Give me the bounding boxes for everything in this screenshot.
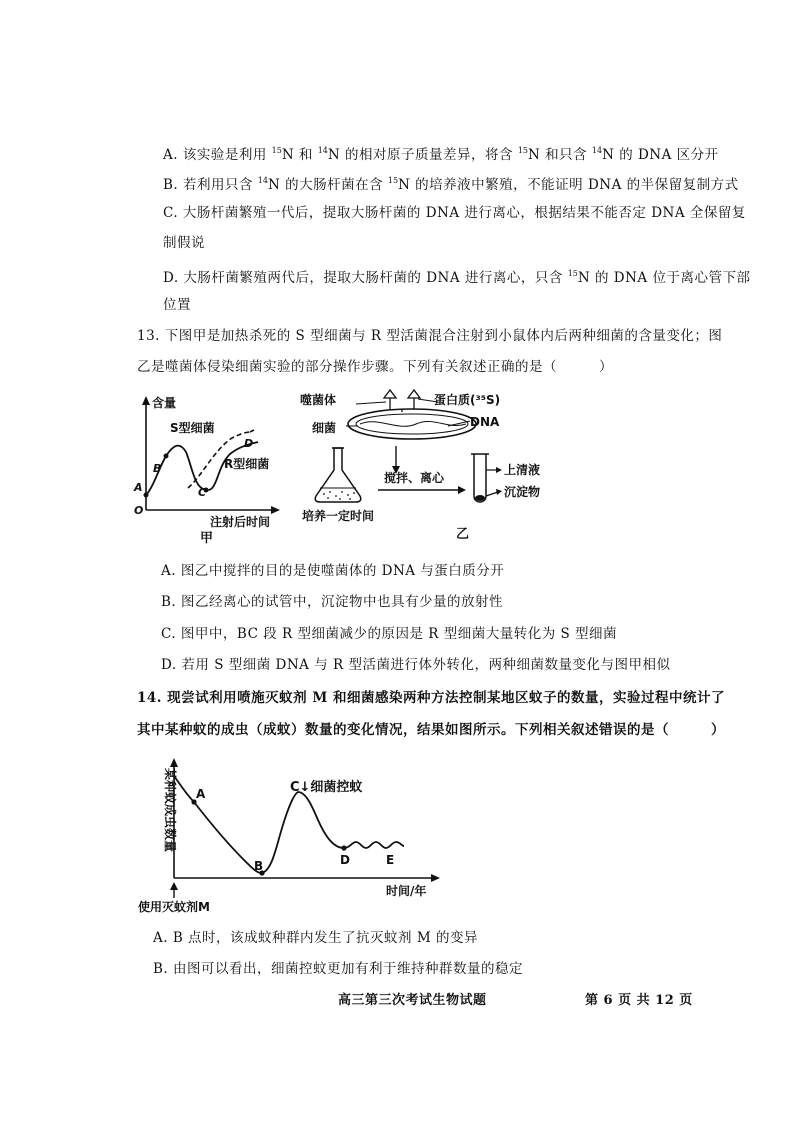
q13-stem-line1: 13. 下图甲是加热杀死的 S 型细菌与 R 型活菌混合注射到小鼠体内后两种细菌的含量变化；图 — [137, 328, 723, 344]
culture-label: 培养一定时间 — [302, 509, 375, 523]
q14-point-b: B — [254, 859, 264, 873]
axis-xlabel: 注射后时间 — [210, 515, 271, 529]
phage-label: 噬菌体 — [300, 393, 337, 407]
q13-option-c: C. 图甲中，BC 段 R 型细菌减少的原因是 R 型细菌大量转化为 S 型细菌 — [161, 626, 618, 642]
point-a: A — [134, 481, 143, 494]
q13-stem-line2: 乙是噬菌体侵染细菌实验的部分操作步骤。下列有关叙述正确的是（ ） — [137, 359, 613, 375]
q14-ylabel: 某种蚊成虫数量 — [163, 768, 177, 853]
q14-c-label: C↓细菌控蚊 — [290, 780, 363, 795]
q14-option-a: A. B 点时，该成蚊种群内发生了抗灭蚊剂 M 的变异 — [153, 930, 478, 946]
q12-option-c-line1: C. 大肠杆菌繁殖一代后，提取大肠杆菌的 DNA 进行离心，根据结果不能否定 DNA 全保留复 — [163, 205, 746, 221]
footer-page-number: 第 6 页 共 12 页 — [585, 993, 693, 1008]
q14-option-b: B. 由图可以看出，细菌控蚊更加有利于维持种群数量的稳定 — [153, 961, 524, 977]
q14-point-d: D — [340, 853, 350, 867]
s-bacteria-label: S型细菌 — [170, 421, 215, 435]
q12-option-a: A. 该实验是利用 $^{15}$N 和 $^{14}$N 的相对原子质量差异，将含 $^{15}$N 和只含 $^{14}$N 的 DNA 区分开 — [163, 146, 719, 163]
q14-point-e: E — [386, 853, 395, 867]
q13-option-b: B. 图乙经离心的试管中，沉淀物中也具有少量的放射性 — [161, 594, 504, 610]
q12-option-d-line2: 位置 — [163, 297, 191, 313]
origin-label: O — [134, 504, 144, 517]
step-label: 搅拌、离心 — [384, 471, 445, 485]
point-c: C — [198, 486, 207, 499]
q13-option-a: A. 图乙中搅拌的目的是使噬菌体的 DNA 与蛋白质分开 — [161, 563, 505, 579]
figure-jia — [128, 390, 288, 550]
r-bacteria-label: R型细菌 — [224, 457, 270, 471]
dna-label: DNA — [470, 415, 500, 429]
q14-xlabel: 时间/年 — [386, 884, 427, 898]
footer-title: 高三第三次考试生物试题 — [338, 993, 487, 1008]
q14-stem-line1: 14. 现尝试利用喷施灭蚊剂 M 和细菌感染两种方法控制某地区蚊子的数量，实验过程中统计了 — [137, 690, 726, 706]
protein-label: 蛋白质(³⁵S) — [434, 393, 501, 407]
point-d: D — [244, 437, 254, 450]
figure-caption-jia: 甲 — [200, 531, 214, 546]
q14-start-label: 使用灭蚊剂M — [138, 900, 210, 914]
figure-q14 — [136, 748, 466, 918]
figure-caption-yi: 乙 — [456, 527, 470, 542]
q12-option-d: D. 大肠杆菌繁殖两代后，提取大肠杆菌的 DNA 进行离心，只含 $^{15}$N 的 DNA 位于离心管下部 — [163, 269, 751, 286]
q12-option-c-line2: 制假说 — [163, 235, 205, 251]
figure-yi — [298, 386, 568, 550]
axis-ylabel: 含量 — [152, 396, 177, 410]
bacteria-label: 细菌 — [312, 421, 337, 435]
q12-option-b: B. 若利用只含 $^{14}$N 的大肠杆菌在含 $^{15}$N 的培养液中繁殖，不能证明 DNA 的半保留复制方式 — [163, 176, 739, 193]
q14-stem-line2: 其中某种蚊的成虫（成蚊）数量的变化情况，结果如图所示。下列相关叙述错误的是（ ） — [137, 722, 725, 738]
q13-option-d: D. 若用 S 型细菌 DNA 与 R 型活菌进行体外转化，两种细菌数量变化与图甲相似 — [161, 657, 671, 673]
supernatant-label: 上清液 — [504, 463, 541, 477]
q14-point-a: A — [196, 787, 206, 801]
precipitate-label: 沉淀物 — [504, 485, 541, 499]
point-b: B — [153, 462, 162, 475]
